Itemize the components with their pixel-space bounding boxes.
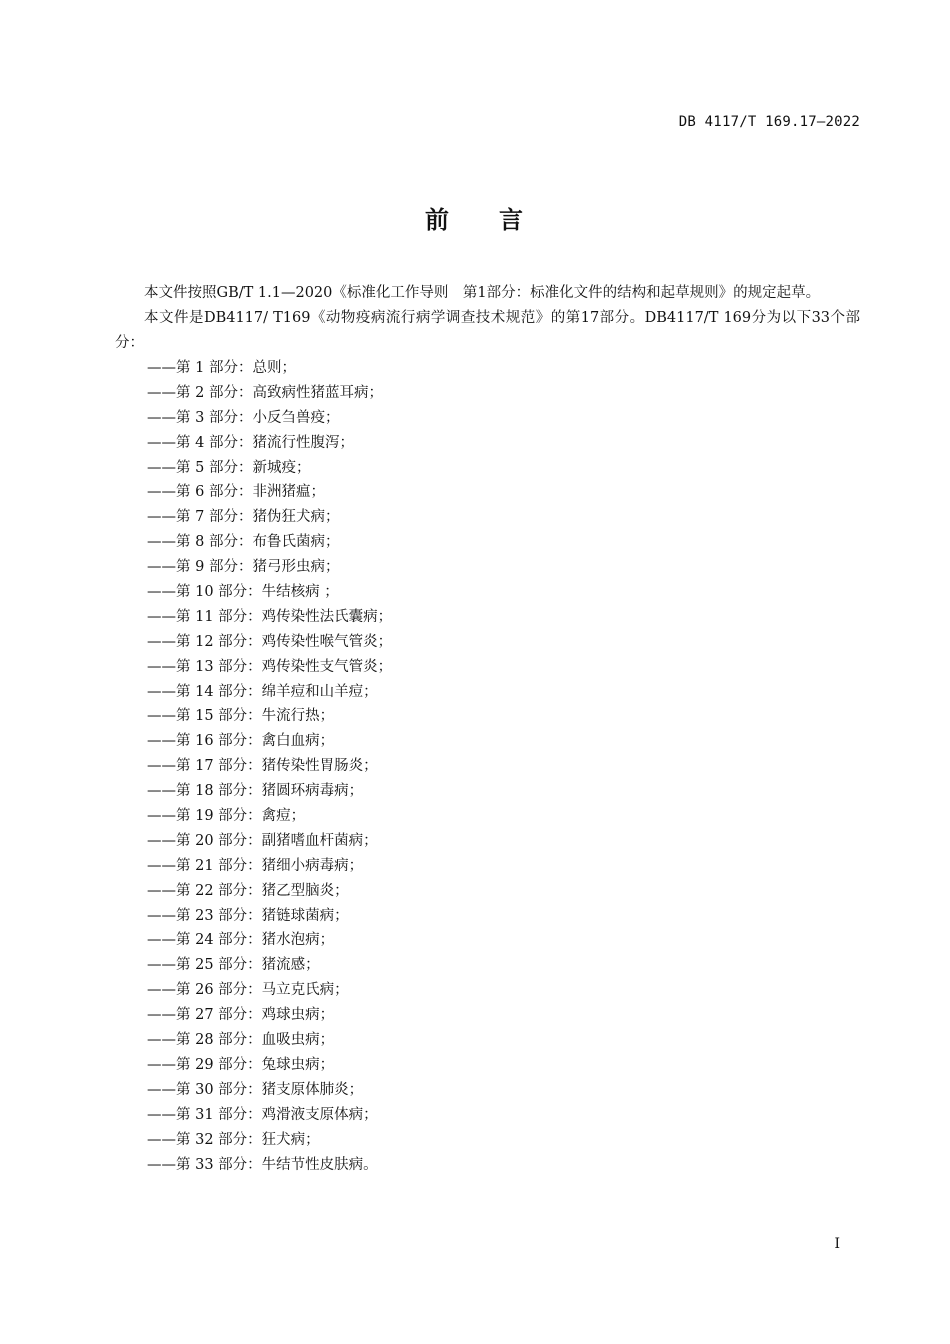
list-item: ——第 21 部分：猪细小病毒病； [147, 857, 364, 874]
list-item: ——第 14 部分：绵羊痘和山羊痘； [147, 683, 378, 700]
list-item: ——第 1 部分：总则； [147, 360, 296, 376]
list-item: ——第 31 部分：鸡滑液支原体病； [147, 1106, 378, 1123]
list-item: ——第 6 部分：非洲猪瘟； [147, 484, 325, 501]
page-title [0, 200, 950, 235]
list-item: ——第 13 部分：鸡传染性支气管炎； [147, 658, 393, 675]
list-item: ——第 7 部分：猪伪狂犬病； [147, 509, 340, 526]
list-item: ——第 33 部分：牛结节性皮肤病。 [147, 1156, 378, 1173]
list-item: ——第 28 部分：血吸虫病； [147, 1032, 335, 1049]
list-item: ——第 16 部分：禽白血病； [147, 733, 335, 750]
list-item: ——第 8 部分：布鲁氏菌病； [147, 534, 340, 551]
list-item: ——第 2 部分：高致病性猪蓝耳病； [147, 384, 383, 401]
list-item: ——第 19 部分：禽痘； [147, 808, 306, 825]
list-item: ——第 3 部分：小反刍兽疫； [147, 409, 340, 426]
list-item: ——第 15 部分：牛流行热； [147, 708, 335, 725]
list-item: ——第 11 部分：鸡传染性法氏囊病； [147, 608, 393, 625]
list-item: ——第 22 部分：猪乙型脑炎； [147, 882, 349, 899]
list-item: ——第 4 部分：猪流行性腹泻； [147, 434, 354, 451]
list-item: ——第 23 部分：猪链球菌病； [147, 907, 349, 924]
list-item: ——第 17 部分：猪传染性胃肠炎； [147, 758, 378, 775]
list-item: ——第 12 部分：鸡传染性喉气管炎； [147, 633, 393, 650]
preface-body [115, 281, 860, 1177]
list-item: ——第 18 部分：猪圆环病毒病； [147, 783, 364, 800]
parts-list [115, 356, 860, 1177]
document-code: DB 4117/T 169.17—2022 [678, 114, 860, 130]
title-char-1: 前 [425, 206, 451, 234]
list-item: ——第 5 部分：新城疫； [147, 459, 311, 476]
page-number: I [834, 1236, 840, 1252]
list-item: ——第 24 部分：猪水泡病； [147, 932, 335, 949]
list-item: ——第 20 部分：副猪嗜血杆菌病； [147, 832, 378, 849]
list-item: ——第 26 部分：马立克氏病； [147, 982, 349, 999]
title-char-2: 言 [499, 206, 525, 234]
list-item: ——第 9 部分：猪弓形虫病； [147, 559, 340, 576]
list-item: ——第 25 部分：猪流感； [147, 957, 320, 974]
list-item: ——第 32 部分：狂犬病； [147, 1131, 320, 1148]
list-item: ——第 27 部分：鸡球虫病； [147, 1007, 335, 1024]
list-item: ——第 29 部分：兔球虫病； [147, 1056, 335, 1073]
paragraph-drafting-basis: 本文件按照GB/T 1.1—2020《标准化工作导则 第1部分：标准化文件的结构和起草规则》的规定起草。 [144, 285, 821, 301]
paragraph-series-intro: 本文件是DB4117/ T169《动物疫病流行病学调查技术规范》的第17部分。DB4117/T 169分为以下33个部分： [115, 310, 860, 351]
list-item: ——第 10 部分：牛结核病 ； [147, 584, 339, 601]
list-item: ——第 30 部分：猪支原体肺炎； [147, 1081, 364, 1098]
